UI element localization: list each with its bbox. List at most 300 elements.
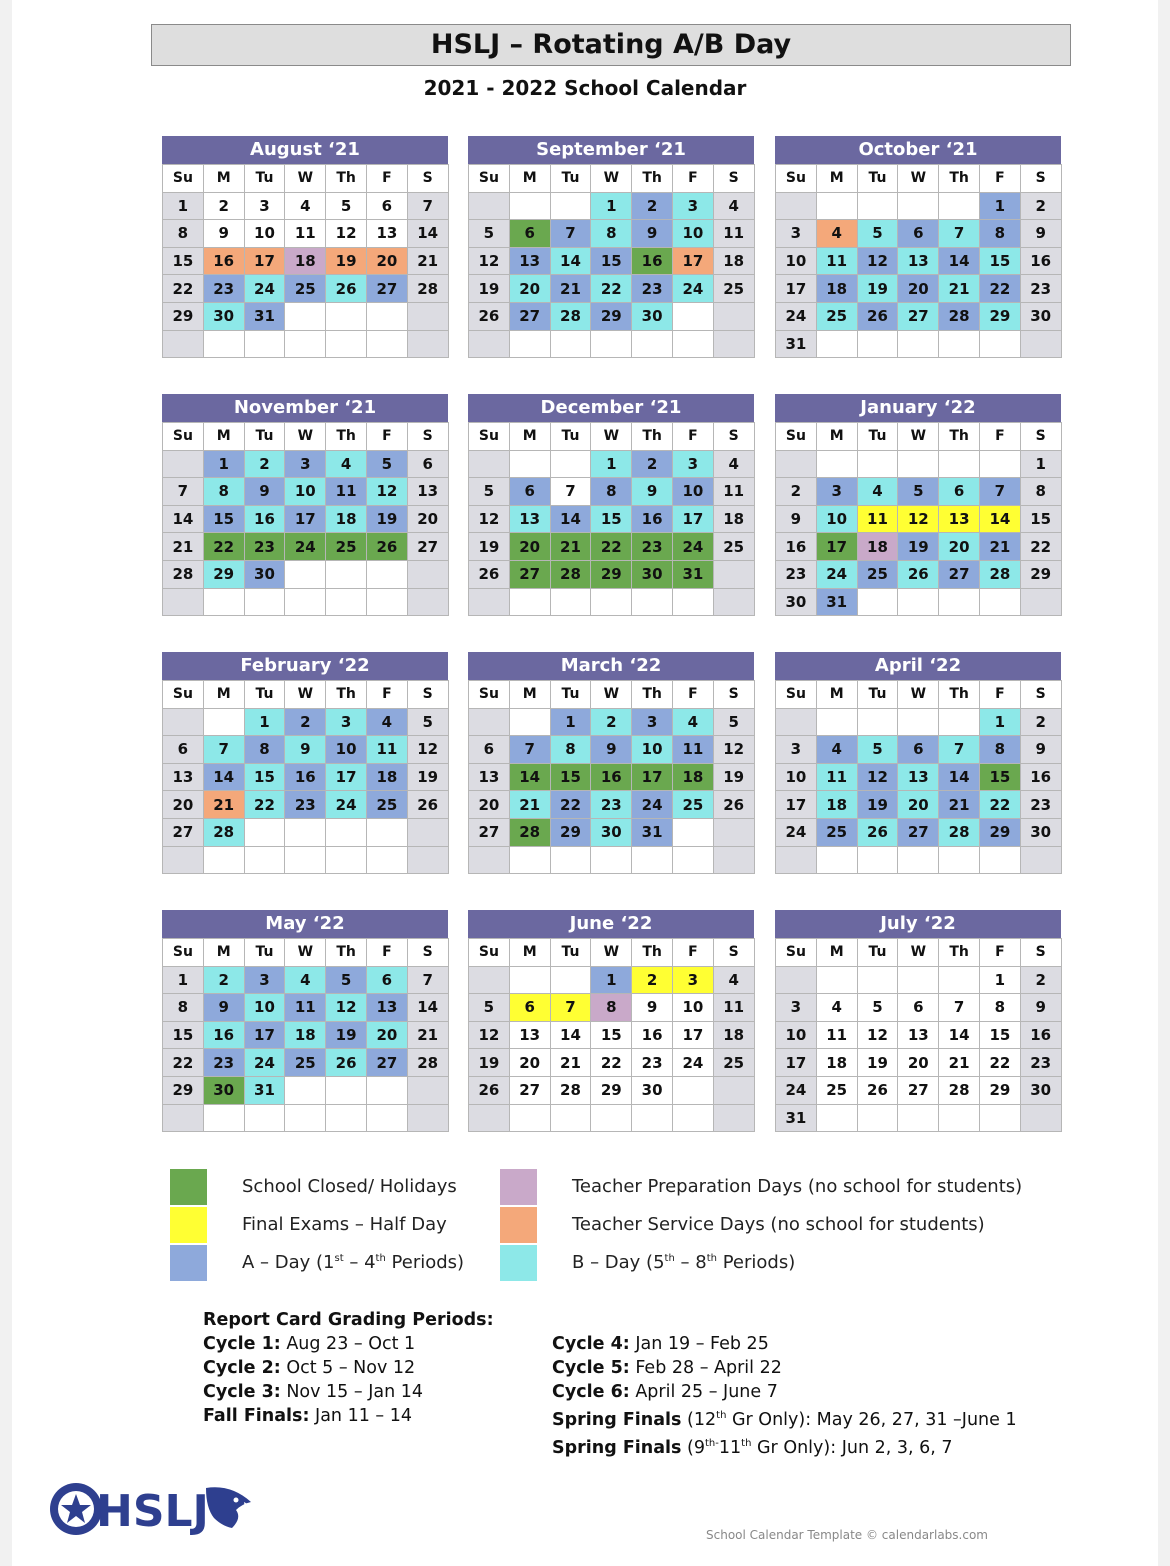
empty-cell	[591, 1104, 632, 1132]
day-cell: 1	[163, 966, 204, 994]
day-cell: 26	[898, 560, 939, 588]
empty-cell	[857, 708, 898, 736]
day-cell: 10	[285, 478, 326, 506]
month-title: February ‘22	[162, 652, 448, 680]
day-cell: 21	[550, 275, 591, 303]
day-cell: 18	[713, 505, 754, 533]
day-cell: 4	[816, 220, 857, 248]
day-cell: 6	[469, 736, 510, 764]
day-cell: 26	[469, 560, 510, 588]
day-cell: 8	[591, 994, 632, 1022]
day-cell: 10	[776, 763, 817, 791]
legend-swatch-prep	[500, 1169, 537, 1205]
weekday-header: Su	[163, 423, 204, 451]
day-cell: 23	[1020, 275, 1061, 303]
legend-label-prep: Teacher Preparation Days (no school for students)	[572, 1176, 1023, 1197]
empty-cell	[203, 1104, 244, 1132]
day-cell: 14	[550, 247, 591, 275]
day-cell: 11	[713, 478, 754, 506]
day-cell: 20	[898, 791, 939, 819]
weekday-header: Th	[939, 423, 980, 451]
month-title: July ‘22	[775, 910, 1061, 938]
day-cell: 19	[713, 763, 754, 791]
day-cell: 12	[407, 736, 448, 764]
grading-right	[552, 1332, 1017, 1460]
day-cell: 6	[509, 220, 550, 248]
day-cell: 15	[979, 1021, 1020, 1049]
grading-cycle-4: Cycle 4: Jan 19 – Feb 25	[552, 1334, 769, 1354]
day-cell: 5	[857, 736, 898, 764]
empty-cell	[509, 708, 550, 736]
day-cell: 23	[591, 791, 632, 819]
day-cell: 18	[857, 533, 898, 561]
day-cell: 28	[550, 1076, 591, 1104]
day-cell: 3	[672, 450, 713, 478]
weekday-header: Su	[776, 681, 817, 709]
day-cell: 10	[776, 247, 817, 275]
day-cell: 24	[244, 1049, 285, 1077]
weekday-header: F	[672, 423, 713, 451]
day-cell: 25	[713, 1049, 754, 1077]
weekday-header: F	[979, 939, 1020, 967]
month-title: June ‘22	[468, 910, 754, 938]
empty-cell	[285, 330, 326, 358]
weekday-header: Tu	[550, 165, 591, 193]
weekday-header: Th	[326, 939, 367, 967]
empty-cell	[857, 192, 898, 220]
empty-cell	[469, 966, 510, 994]
day-cell: 16	[203, 1021, 244, 1049]
day-cell: 4	[672, 708, 713, 736]
day-cell: 6	[898, 994, 939, 1022]
empty-cell	[898, 966, 939, 994]
day-cell: 21	[550, 1049, 591, 1077]
grading-cycle-5: Cycle 5: Feb 28 – April 22	[552, 1358, 782, 1378]
day-cell: 29	[163, 1076, 204, 1104]
day-cell: 15	[163, 247, 204, 275]
footer-credit: School Calendar Template © calendarlabs.com	[706, 1528, 988, 1542]
day-cell: 8	[979, 994, 1020, 1022]
empty-cell	[816, 1104, 857, 1132]
day-cell: 24	[672, 275, 713, 303]
day-cell: 30	[1020, 302, 1061, 330]
weekday-header: F	[366, 681, 407, 709]
empty-cell	[713, 560, 754, 588]
weekday-header: W	[591, 681, 632, 709]
weekday-header: S	[1020, 939, 1061, 967]
day-cell: 18	[285, 1021, 326, 1049]
empty-cell	[591, 588, 632, 616]
day-cell: 22	[203, 533, 244, 561]
day-cell: 3	[326, 708, 367, 736]
day-cell: 27	[509, 302, 550, 330]
day-cell: 2	[632, 192, 673, 220]
day-cell: 1	[591, 450, 632, 478]
empty-cell	[857, 966, 898, 994]
day-cell: 13	[509, 247, 550, 275]
day-cell: 1	[979, 192, 1020, 220]
weekday-header: Su	[469, 423, 510, 451]
day-cell: 7	[407, 966, 448, 994]
day-cell: 19	[407, 763, 448, 791]
day-cell: 14	[939, 247, 980, 275]
legend-label-finals: Final Exams – Half Day	[242, 1214, 447, 1235]
empty-cell	[509, 450, 550, 478]
day-cell: 12	[857, 763, 898, 791]
day-cell: 8	[979, 220, 1020, 248]
empty-cell	[550, 1104, 591, 1132]
grading-spring-finals-9-11: Spring Finals ($9^{th-}11th$ Gr Only): Jun 2, 3, 6, 7	[552, 1437, 953, 1458]
day-cell: 12	[898, 505, 939, 533]
day-cell: 9	[632, 994, 673, 1022]
day-cell: 19	[469, 533, 510, 561]
day-cell: 11	[366, 736, 407, 764]
day-cell: 29	[1020, 560, 1061, 588]
day-cell: 28	[979, 560, 1020, 588]
legend-swatch-a-day	[170, 1245, 207, 1281]
day-cell: 26	[713, 791, 754, 819]
day-cell: 21	[939, 1049, 980, 1077]
logo-wordmark: HSLJ	[96, 1486, 209, 1537]
empty-cell	[509, 192, 550, 220]
day-cell: 24	[672, 533, 713, 561]
day-cell: 11	[713, 220, 754, 248]
day-cell: 1	[203, 450, 244, 478]
empty-cell	[713, 330, 754, 358]
day-cell: 29	[203, 560, 244, 588]
day-cell: 8	[163, 994, 204, 1022]
empty-cell	[979, 1104, 1020, 1132]
empty-cell	[203, 330, 244, 358]
empty-cell	[939, 1104, 980, 1132]
weekday-header: Th	[326, 681, 367, 709]
day-cell: 6	[366, 192, 407, 220]
day-cell: 25	[672, 791, 713, 819]
weekday-header: F	[672, 681, 713, 709]
day-cell: 25	[326, 533, 367, 561]
day-cell: 20	[509, 275, 550, 303]
empty-cell	[407, 1104, 448, 1132]
empty-cell	[244, 818, 285, 846]
weekday-header: F	[979, 423, 1020, 451]
day-cell: 11	[285, 994, 326, 1022]
weekday-header: S	[713, 423, 754, 451]
empty-cell	[244, 846, 285, 874]
day-cell: 31	[816, 588, 857, 616]
day-cell: 5	[898, 478, 939, 506]
day-cell: 16	[632, 247, 673, 275]
day-cell: 10	[816, 505, 857, 533]
day-cell: 3	[776, 994, 817, 1022]
day-cell: 26	[326, 275, 367, 303]
month-calendar	[468, 652, 754, 874]
day-cell: 17	[672, 505, 713, 533]
day-cell: 7	[550, 220, 591, 248]
empty-cell	[1020, 1104, 1061, 1132]
day-cell: 9	[203, 220, 244, 248]
day-cell: 8	[1020, 478, 1061, 506]
day-cell: 28	[939, 302, 980, 330]
empty-cell	[326, 846, 367, 874]
day-cell: 27	[509, 1076, 550, 1104]
day-cell: 28	[939, 818, 980, 846]
day-cell: 21	[939, 275, 980, 303]
day-cell: 6	[366, 966, 407, 994]
empty-cell	[550, 588, 591, 616]
empty-cell	[366, 818, 407, 846]
empty-cell	[898, 450, 939, 478]
day-cell: 27	[366, 275, 407, 303]
day-cell: 30	[203, 1076, 244, 1104]
empty-cell	[550, 846, 591, 874]
weekday-header: Th	[632, 423, 673, 451]
day-cell: 3	[632, 708, 673, 736]
legend-swatch-finals	[170, 1207, 207, 1243]
day-cell: 11	[713, 994, 754, 1022]
weekday-header: M	[203, 165, 244, 193]
day-cell: 23	[632, 275, 673, 303]
empty-cell	[285, 1104, 326, 1132]
day-cell: 14	[939, 1021, 980, 1049]
day-cell: 29	[591, 560, 632, 588]
empty-cell	[857, 588, 898, 616]
day-cell: 14	[509, 763, 550, 791]
day-cell: 24	[776, 302, 817, 330]
day-cell: 9	[591, 736, 632, 764]
day-cell: 24	[326, 791, 367, 819]
day-cell: 2	[1020, 708, 1061, 736]
empty-cell	[163, 1104, 204, 1132]
day-cell: 15	[591, 1021, 632, 1049]
empty-cell	[776, 846, 817, 874]
day-cell: 9	[632, 478, 673, 506]
day-cell: 28	[939, 1076, 980, 1104]
empty-cell	[469, 846, 510, 874]
empty-cell	[713, 818, 754, 846]
day-cell: 17	[672, 247, 713, 275]
day-cell: 20	[469, 791, 510, 819]
empty-cell	[326, 1076, 367, 1104]
day-cell: 13	[469, 763, 510, 791]
empty-cell	[366, 1104, 407, 1132]
day-cell: 9	[285, 736, 326, 764]
day-cell: 12	[713, 736, 754, 764]
month-calendar	[162, 136, 448, 358]
empty-cell	[285, 302, 326, 330]
day-cell: 1	[550, 708, 591, 736]
weekday-header: M	[816, 423, 857, 451]
day-cell: 8	[979, 736, 1020, 764]
day-cell: 30	[776, 588, 817, 616]
grading-left	[203, 1308, 494, 1428]
day-cell: 16	[203, 247, 244, 275]
day-cell: 12	[469, 505, 510, 533]
day-cell: 14	[979, 505, 1020, 533]
empty-cell	[816, 450, 857, 478]
day-cell: 2	[776, 478, 817, 506]
empty-cell	[407, 588, 448, 616]
month-calendar	[775, 910, 1061, 1132]
month-title: August ‘21	[162, 136, 448, 164]
day-cell: 10	[776, 1021, 817, 1049]
day-cell: 19	[469, 275, 510, 303]
weekday-header: M	[203, 939, 244, 967]
day-cell: 28	[407, 1049, 448, 1077]
day-cell: 5	[713, 708, 754, 736]
empty-cell	[244, 330, 285, 358]
empty-cell	[632, 846, 673, 874]
day-cell: 1	[1020, 450, 1061, 478]
day-cell: 2	[632, 450, 673, 478]
day-cell: 7	[939, 736, 980, 764]
weekday-header: S	[407, 939, 448, 967]
weekday-header: Tu	[857, 939, 898, 967]
day-cell: 7	[550, 478, 591, 506]
month-calendar	[162, 652, 448, 874]
eagle-icon	[206, 1487, 254, 1528]
day-cell: 15	[203, 505, 244, 533]
day-cell: 25	[713, 533, 754, 561]
empty-cell	[816, 192, 857, 220]
day-cell: 27	[163, 818, 204, 846]
month-title: December ‘21	[468, 394, 754, 422]
weekday-header: Tu	[550, 939, 591, 967]
weekday-header: S	[407, 681, 448, 709]
day-cell: 2	[632, 966, 673, 994]
day-cell: 9	[1020, 220, 1061, 248]
empty-cell	[550, 330, 591, 358]
day-cell: 16	[244, 505, 285, 533]
day-cell: 27	[366, 1049, 407, 1077]
empty-cell	[366, 1076, 407, 1104]
day-cell: 16	[1020, 763, 1061, 791]
day-cell: 17	[632, 763, 673, 791]
empty-cell	[816, 330, 857, 358]
weekday-header: M	[203, 423, 244, 451]
weekday-header: Su	[469, 939, 510, 967]
day-cell: 23	[285, 791, 326, 819]
weekday-header: Th	[326, 165, 367, 193]
day-cell: 19	[857, 791, 898, 819]
legend-swatch-b-day	[500, 1245, 537, 1281]
day-cell: 12	[857, 1021, 898, 1049]
day-cell: 16	[591, 763, 632, 791]
day-cell: 11	[816, 1021, 857, 1049]
weekday-header: Su	[776, 423, 817, 451]
day-cell: 26	[326, 1049, 367, 1077]
day-cell: 6	[898, 220, 939, 248]
day-cell: 6	[898, 736, 939, 764]
empty-cell	[939, 846, 980, 874]
page-title: HSLJ – Rotating A/B Day	[151, 24, 1071, 66]
day-cell: 27	[898, 302, 939, 330]
month-title: November ‘21	[162, 394, 448, 422]
day-cell: 2	[1020, 192, 1061, 220]
empty-cell	[713, 1104, 754, 1132]
day-cell: 16	[776, 533, 817, 561]
legend-swatch-service	[500, 1207, 537, 1243]
day-cell: 10	[672, 994, 713, 1022]
day-cell: 21	[550, 533, 591, 561]
weekday-header: W	[285, 681, 326, 709]
day-cell: 17	[776, 1049, 817, 1077]
day-cell: 4	[857, 478, 898, 506]
day-cell: 23	[1020, 791, 1061, 819]
day-cell: 7	[203, 736, 244, 764]
day-cell: 20	[509, 1049, 550, 1077]
month-calendar	[162, 394, 448, 616]
day-cell: 29	[979, 818, 1020, 846]
empty-cell	[672, 846, 713, 874]
legend-label-b-day: B – Day (5th – 8th Periods)	[572, 1252, 796, 1273]
day-cell: 9	[1020, 994, 1061, 1022]
empty-cell	[285, 846, 326, 874]
day-cell: 5	[366, 450, 407, 478]
weekday-header: W	[285, 939, 326, 967]
empty-cell	[898, 588, 939, 616]
day-cell: 13	[163, 763, 204, 791]
weekday-header: S	[713, 939, 754, 967]
month-title: October ‘21	[775, 136, 1061, 164]
empty-cell	[1020, 846, 1061, 874]
day-cell: 15	[591, 505, 632, 533]
day-cell: 19	[857, 275, 898, 303]
day-cell: 15	[591, 247, 632, 275]
day-cell: 12	[469, 1021, 510, 1049]
day-cell: 21	[939, 791, 980, 819]
day-cell: 8	[591, 220, 632, 248]
day-cell: 18	[285, 247, 326, 275]
day-cell: 1	[591, 966, 632, 994]
grading-spring-finals-12: Spring Finals (12th Gr Only): May 26, 27, 31 –June 1	[552, 1409, 1017, 1430]
month-calendar	[468, 394, 754, 616]
day-cell: 22	[550, 791, 591, 819]
empty-cell	[469, 1104, 510, 1132]
legend-swatch-closed	[170, 1169, 207, 1205]
empty-cell	[469, 192, 510, 220]
day-cell: 20	[366, 247, 407, 275]
day-cell: 3	[244, 966, 285, 994]
day-cell: 25	[713, 275, 754, 303]
day-cell: 26	[857, 302, 898, 330]
day-cell: 24	[632, 791, 673, 819]
weekday-header: W	[285, 165, 326, 193]
weekday-header: Th	[326, 423, 367, 451]
empty-cell	[713, 302, 754, 330]
day-cell: 18	[816, 1049, 857, 1077]
empty-cell	[939, 192, 980, 220]
empty-cell	[898, 708, 939, 736]
weekday-header: W	[285, 423, 326, 451]
empty-cell	[163, 708, 204, 736]
day-cell: 26	[857, 818, 898, 846]
day-cell: 27	[939, 560, 980, 588]
day-cell: 14	[550, 505, 591, 533]
weekday-header: S	[407, 165, 448, 193]
month-calendar	[468, 910, 754, 1132]
month-title: March ‘22	[468, 652, 754, 680]
day-cell: 15	[244, 763, 285, 791]
empty-cell	[713, 846, 754, 874]
day-cell: 3	[816, 478, 857, 506]
weekday-header: F	[979, 165, 1020, 193]
day-cell: 3	[672, 966, 713, 994]
day-cell: 6	[407, 450, 448, 478]
grading-cycle-1: Cycle 1: Aug 23 – Oct 1	[203, 1334, 416, 1354]
day-cell: 8	[163, 220, 204, 248]
day-cell: 30	[203, 302, 244, 330]
day-cell: 29	[979, 302, 1020, 330]
